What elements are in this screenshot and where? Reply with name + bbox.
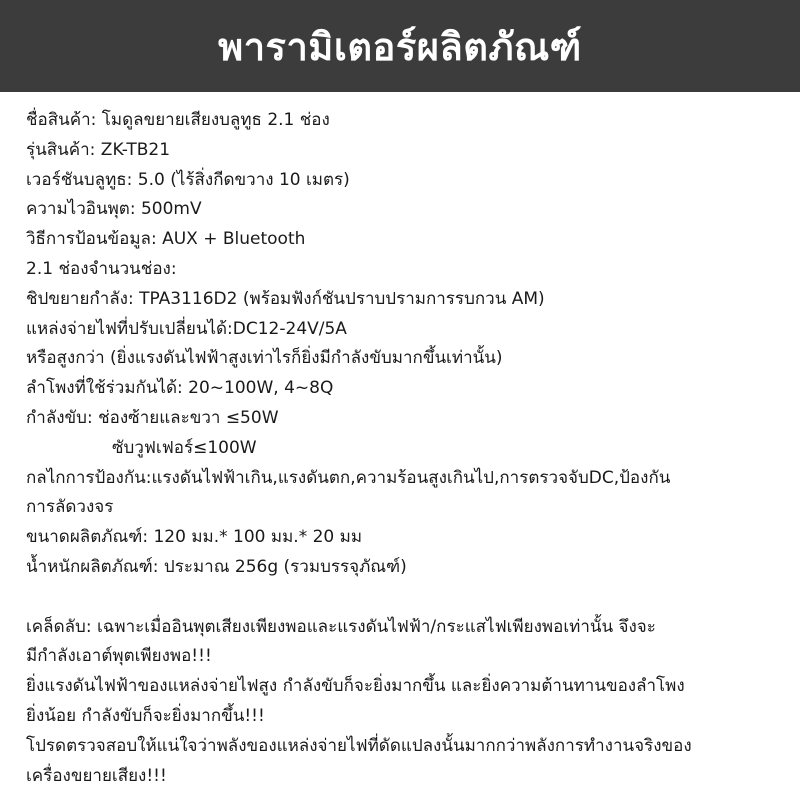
spec-content — [0, 92, 800, 791]
spec-power-supply-note: หรือสูงกว่า (ยิ่งแรงดันไฟฟ้าสูงเท่าไรก็ยิ่งมีกำลังขับมากขึ้นเท่านั้น) — [26, 348, 503, 369]
spec-product-name: ชื่อสินค้า: โมดูลขยายเสียงบลูทูธ 2.1 ช่อง — [26, 110, 330, 130]
section-gap — [26, 583, 774, 613]
spec-bluetooth-version: เวอร์ชันบลูทูธ: 5.0 (ไร้สิ่งกีดขวาง 10 เมตร) — [26, 169, 350, 190]
tip-line: มีกำลังเอาต์พุตเพียงพอ!!! — [26, 646, 212, 667]
spec-amp-chip: ชิปขยายกำลัง: TPA3116D2 (พร้อมฟังก์ชันปราบปรามการรบกวน AM) — [26, 288, 545, 309]
tip-line: ยิ่งน้อย กำลังขับก็จะยิ่งมากขึ้น!!! — [26, 705, 265, 726]
spec-subwoofer-power: ซับวูฟเฟอร์≤100W — [112, 437, 257, 458]
spec-channels: 2.1 ช่องจำนวนช่อง: — [26, 258, 177, 279]
spec-speakers: ลำโพงที่ใช้ร่วมกันได้: 20~100W, 4~8Q — [26, 378, 334, 399]
header-bar — [0, 0, 800, 92]
spec-protection-cont: การลัดวงจร — [26, 497, 114, 518]
tip-line: ยิ่งแรงดันไฟฟ้าของแหล่งจ่ายไฟสูง กำลังขับก็จะยิ่งมากขึ้น และยิ่งความต้านทานของลำโพง — [26, 676, 685, 697]
spec-input-method: วิธีการป้อนข้อมูล: AUX + Bluetooth — [26, 229, 306, 250]
spec-model: รุ่นสินค้า: ZK-TB21 — [26, 139, 171, 160]
spec-power-supply: แหล่งจ่ายไฟที่ปรับเปลี่ยนได้:DC12-24V/5A — [26, 318, 347, 339]
tip-line: เคล็ดลับ: เฉพาะเมื่ออินพุตเสียงเพียงพอและแรงดันไฟฟ้า/กระแสไฟเพียงพอเท่านั้น จึงจะ — [26, 616, 656, 637]
spec-weight: น้ำหนักผลิตภัณฑ์: ประมาณ 256g (รวมบรรจุภัณฑ์) — [26, 556, 407, 577]
spec-protection: กลไกการป้องกัน:แรงดันไฟฟ้าเกิน,แรงดันตก,ความร้อนสูงเกินไป,การตรวจจับDC,ป้องกัน — [26, 467, 671, 488]
tip-line: โปรดตรวจสอบให้แน่ใจว่าพลังของแหล่งจ่ายไฟที่ดัดแปลงนั้นมากกว่าพลังการทำงานจริงของ — [26, 735, 692, 756]
spec-input-sensitivity: ความไวอินพุต: 500mV — [26, 199, 202, 220]
page-title: พารามิเตอร์ผลิตภัณฑ์ — [218, 24, 582, 69]
tip-line: เครื่องขยายเสียง!!! — [26, 765, 167, 786]
spec-output-power: กำลังขับ: ช่องซ้ายและขวา ≤50W — [26, 407, 279, 428]
spec-dimensions: ขนาดผลิตภัณฑ์: 120 มม.* 100 มม.* 20 มม — [26, 527, 363, 548]
